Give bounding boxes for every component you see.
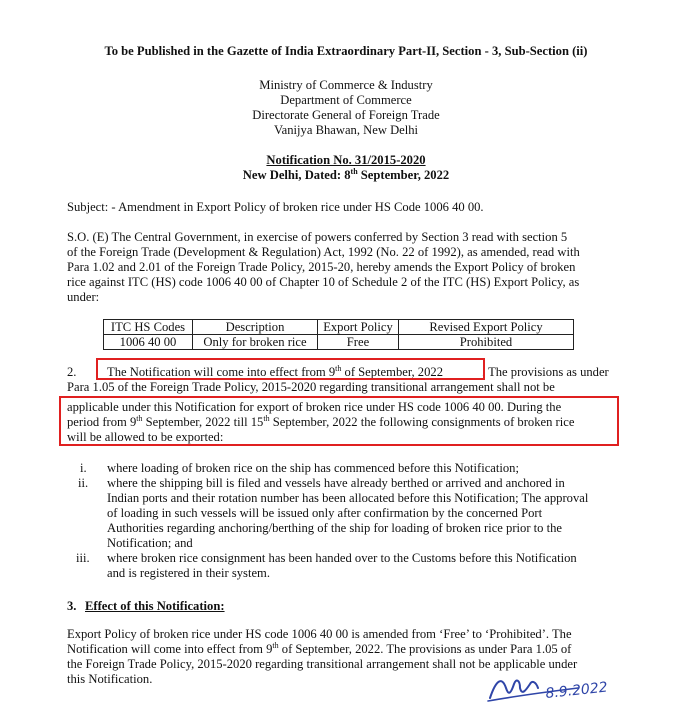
table-header-cell: ITC HS Codes [104,320,193,335]
list-item-number: ii. [78,476,89,490]
signature [486,670,646,704]
list-item-line: where broken rice consignment has been handed over to the Customs before this Notification [107,551,577,565]
list-item-line: and is registered in their system. [107,566,270,580]
para2-line: Para 1.05 of the Foreign Trade Policy, 2015-2020 regarding transitional arrangement shall not be [67,380,555,394]
notification-number: Notification No. 31/2015-2020 [266,153,426,167]
department-name: Department of Commerce [280,93,412,107]
table-header-cell: Revised Export Policy [399,320,574,335]
so-para-line: S.O. (E) The Central Government, in exercise of powers conferred by Section 3 read with section 5 [67,230,568,244]
para2-line: The Notification will come into effect from 9th of September, 2022 [107,363,443,379]
table-cell: 1006 40 00 [104,335,193,350]
table-header-row [104,320,574,335]
section3-line: this Notification. [67,672,153,686]
list-item-line: where the shipping bill is filed and vessels have already berthed or arrived and anchored in [107,476,565,490]
table-header-cell: Export Policy [318,320,399,335]
signature-date: 8.9.2022 [544,679,609,702]
section3-line: Notification will come into effect from 9th of September, 2022. The provisions as under Para 1.05 of [67,640,572,656]
directorate-name: Directorate General of Foreign Trade [252,108,440,122]
section3-line: Export Policy of broken rice under HS code 1006 40 00 is amended from ‘Free’ to ‘Prohibited’. The [67,627,572,641]
subject-line: Subject: - Amendment in Export Policy of broken rice under HS Code 1006 40 00. [67,200,484,214]
para2-line: applicable under this Notification for export of broken rice under HS code 1006 40 00. During the [67,400,562,414]
list-item-line: Indian ports and their rotation number has been allocated before this Notification; The approval [107,491,589,505]
list-item-number: iii. [76,551,90,565]
ministry-name: Ministry of Commerce & Industry [259,78,433,92]
so-para-line: of the Foreign Trade (Development & Regulation) Act, 1992 (No. 22 of 1992), as amended, read with [67,245,580,259]
highlight-box-effective-date [96,358,485,380]
table-cell: Prohibited [399,335,574,350]
office-address: Vanijya Bhawan, New Delhi [273,123,419,137]
signature-stroke [490,681,538,698]
gazette-line: To be Published in the Gazette of India Extraordinary Part-II, Section - 3, Sub-Section (ii) [104,44,588,58]
table-row [104,335,574,350]
section3-heading: Effect of this Notification: [85,599,225,613]
list-item-number: i. [80,461,87,475]
so-para-line: rice against ITC (HS) code 1006 40 00 of Chapter 10 of Schedule 2 of the ITC (HS) Export Policy, as [67,275,580,289]
section3-line: the Foreign Trade Policy, 2015-2020 regarding transitional arrangement shall not be applicable under [67,657,578,671]
list-item-line: where loading of broken rice on the ship has commenced before this Notification; [107,461,519,475]
para2-line: period from 9th September, 2022 till 15th September, 2022 the following consignments of broken rice [67,413,575,429]
table-cell: Free [318,335,399,350]
notification-date: New Delhi, Dated: 8th September, 2022 [242,166,450,182]
highlight-box-transitional [59,396,619,446]
table-header-cell: Description [193,320,318,335]
list-item-line: Notification; and [107,536,193,550]
export-policy-table [103,319,574,350]
list-item-line: of loading in such vessels will be issued only after confirmation by the concerned Port [107,506,543,520]
para2-number: 2. [67,365,77,379]
so-para-line: under: [67,290,100,304]
section3-number: 3. [67,599,77,613]
list-item-line: Authorities regarding anchoring/berthing of the ship for loading of broken rice prior to the [107,521,562,535]
para2-line: will be allowed to be exported: [67,430,224,444]
table-cell: Only for broken rice [193,335,318,350]
so-para-line: Para 1.02 and 2.01 of the Foreign Trade Policy, 2015-20, hereby amends the Export Policy of broken [67,260,576,274]
para2-line-tail: . The provisions as under [482,365,609,379]
